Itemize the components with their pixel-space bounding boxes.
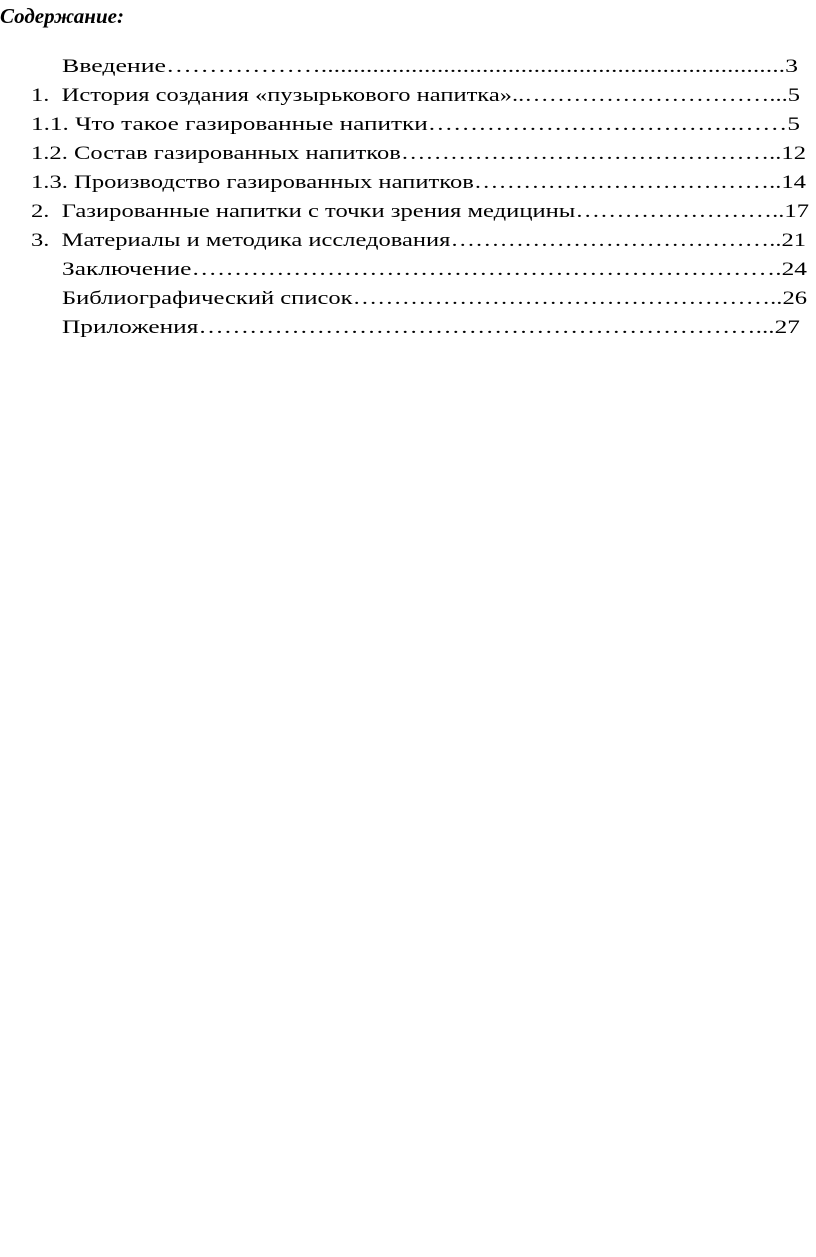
toc-entry-text: 1.2. Состав газированных напитков………………………………………..12 [31,143,806,164]
table-of-contents [0,0,816,400]
toc-entry-what-are-sodas[interactable] [31,112,800,138]
toc-entry-text: 1.3. Производство газированных напитков………………………………..14 [31,172,806,193]
toc-entry-bibliography[interactable] [62,286,807,312]
toc-entry-text: Приложения…………………………………………………………...27 [62,317,800,338]
toc-entry-materials-methods[interactable] [31,228,806,254]
toc-entry-introduction[interactable] [62,54,798,80]
toc-entry-text: 1. История создания «пузырькового напитка»..…………………………...5 [31,85,801,106]
toc-entry-text: Заключение…………………………………………………………….24 [62,259,807,280]
toc-entry-text: Введение………………........................................................................3 [62,56,799,77]
toc-entry-appendices[interactable] [62,315,800,341]
toc-entry-text: 3. Материалы и методика исследования…………………………………..21 [31,230,806,251]
toc-entry-production[interactable] [31,170,806,196]
toc-entry-composition[interactable] [31,141,806,167]
toc-entry-medicine[interactable] [31,199,809,225]
toc-entry-text: 2. Газированные напитки с точки зрения медицины……………………..17 [31,201,810,222]
toc-entry-text: Библиографический список……………………………………………..26 [62,288,808,309]
toc-entry-history[interactable] [31,83,800,109]
toc-entry-text: 1.1. Что такое газированные напитки……………………………….……5 [31,114,801,135]
toc-title: Содержание: [0,4,124,28]
toc-entry-conclusion[interactable] [62,257,807,283]
